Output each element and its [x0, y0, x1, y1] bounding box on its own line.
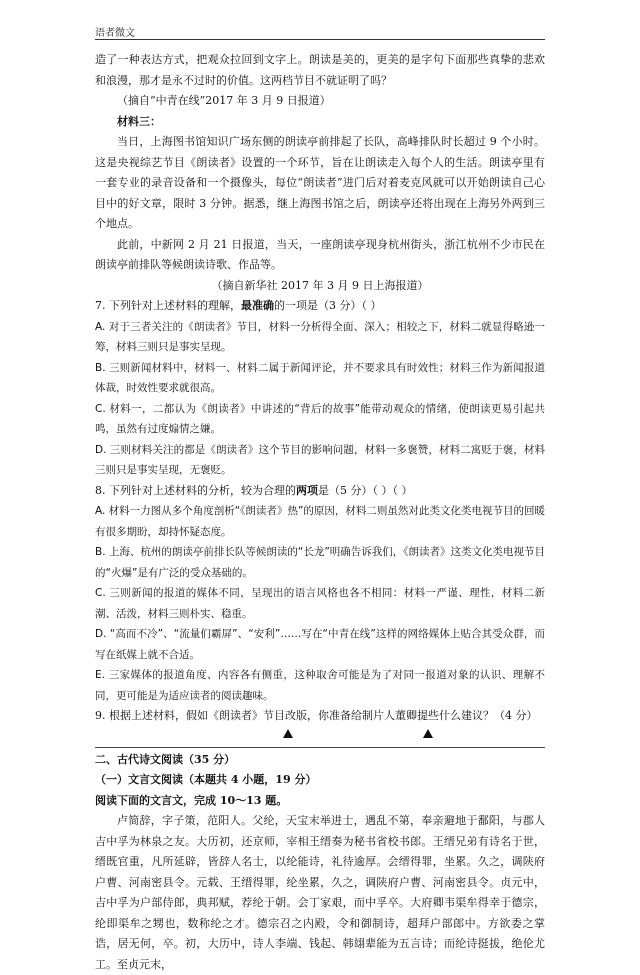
q8-option-c: C. 三则新闻的报道的媒体不同，呈现出的语言风格也各不相同：材料一严谨、理性，材料二新潮、活泼，材料三则朴实、稳重。: [95, 587, 545, 620]
paragraph-material2-ending: 造了一种表达方式，把观众拉回到文字上。朗读是美的，更美的是字句下面那些真挚的悲欢和浪漫，那才是永不过时的价值。这两档节目不就证明了吗？: [95, 53, 545, 87]
section-2-subtitle: （一）文言文阅读（本题共 4 小题，19 分）: [95, 773, 317, 786]
paragraph-material3-body: 当日，上海图书馆知识广场东侧的朗读亭前排起了长队，高峰排队时长超过 9 个小时。这是央视综艺节目《朗读者》设置的一个环节，旨在让朗读走入每个人的生活。朗读亭里有一套专业的录音设备和一个摄像头，每位“朗读者”进门后对着麦克风就可以开始朗读自己心目中的好文章，限时 3 分钟。据悉，继上海图书馆之后，朗读亭还将出现在上海另外两到三个地点。: [95, 135, 545, 230]
q7-option-b: B. 三则新闻材料中，材料一、材料二属于新闻评论，并不要求具有时效性；材料三作为新闻报道体裁，时效性要求就很高。: [95, 361, 545, 394]
q8-option-a: A. 材料一力图从多个角度剖析“《朗读者》热”的原因，材料二则虽然对此类文化类电视节目的回暖有很多期盼，却持怀疑态度。: [95, 505, 545, 538]
q8-stem-pre: 8. 下列针对上述材料的分析，较为合理的: [95, 483, 296, 497]
answer-markers: [95, 727, 545, 747]
triangle-marker-icon: [283, 729, 293, 738]
document-body: [95, 50, 545, 975]
q7-option-d: D. 三则材料关注的都是《朗读者》这个节目的影响问题，材料一多褒赞，材料二寓贬于褒，材料三则只是事实呈现，无褒贬。: [95, 443, 545, 476]
q8-option-e: E. 三家媒体的报道角度、内容各有侧重，这种取舍可能是为了对同一报道对象的认识、理解不同，更可能是为适应读者的阅读趣味。: [95, 669, 545, 702]
source-note-zhongqing: （摘自“中青在线”2017 年 3 月 9 日报道）: [117, 94, 331, 107]
classical-passage: 卢简辞，字子策，范阳人。父纶，天宝末举进士，遇乱不第，奉亲避地于鄱阳，与郡人吉中孚为林泉之友。大历初，还京师，宰相王缙奏为秘书省校书郎。王缙兄弟有诗名于世，缙既官重，凡所延辟，皆辞人名士，以纶能诗，礼待逾厚。会缙得罪，坐累。久之，调陕府户曹、河南密县令。元载、王缙得罪，纶坐累，久之，调陕府户曹、河南密县令。贞元中，吉中孚为户部侍郎，典邦赋，荐纶于朝。会丁家艰，而中孚卒。大府卿韦渠牟得幸于德宗，纶即渠牟之甥也，数称纶之才。德宗召之内殿，令和御制诗，超拜户部郎中。方欲委之掌诰，居无何，卒。初，大历中，诗人李端、钱起、韩翃辈能为五言诗；而纶诗挺拔，绝伦尤工。至贞元末，: [95, 814, 545, 971]
q7-option-a: A. 对于三者关注的《朗读者》节目，材料一分析得全面、深入；相较之下，材料二就显得略逊一筹，材料三则只是事实呈现。: [95, 320, 545, 353]
question-9-stem: 9. 根据上述材料，假如《朗读者》节目改版，你准备给制片人董卿提些什么建议？（4 分）: [95, 709, 538, 722]
q8-stem-emphasis: 两项: [296, 483, 318, 497]
q7-stem-emphasis: 最准确: [241, 299, 274, 312]
q7-option-c: C. 材料一，二都认为《朗读者》中讲述的“背后的故事”能带动观众的情绪，使朗读更易引起共鸣，虽然有过度煽情之嫌。: [95, 402, 545, 435]
q8-option-b: B. 上海、杭州的朗读亭前排长队等候朗读的“长龙”明确告诉我们，《朗读者》这类文化类电视节目的“火爆”是有广泛的受众基础的。: [95, 546, 546, 579]
paragraph-material3-hangzhou: 此前，中新网 2 月 21 日报道，当天，一座朗读亭现身杭州街头，浙江杭州不少市民在朗读亭前排队等候朗读诗歌、作品等。: [95, 237, 545, 271]
question-7-stem: [95, 296, 545, 317]
q7-stem-post: 的一项是（3 分）（ ）: [274, 299, 382, 312]
section-divider: [95, 747, 545, 748]
header-divider: [95, 39, 545, 40]
q7-stem-pre: 7. 下列针对上述材料的理解，: [95, 299, 241, 312]
section-2-title: 二、古代诗文阅读（35 分）: [95, 752, 236, 766]
source-note-xinhua: （摘自新华社 2017 年 3 月 9 日上海报道）: [211, 278, 429, 292]
section-2-instruction: 阅读下面的文言文，完成 10～13 题。: [95, 793, 288, 807]
page-header: 语者微文: [95, 28, 135, 39]
q8-option-d: D. “高而不冷”、“流量们霸屏”、“安利”……写在“中青在线”这样的网络媒体上贴合其受众群，而写在纸媒上就不合适。: [95, 628, 545, 661]
triangle-marker-icon: [423, 729, 433, 738]
question-8-stem: [95, 481, 545, 502]
q8-stem-post: 是（5 分）（ ）（ ）: [318, 483, 413, 497]
material3-heading: 材料三：: [117, 114, 161, 128]
